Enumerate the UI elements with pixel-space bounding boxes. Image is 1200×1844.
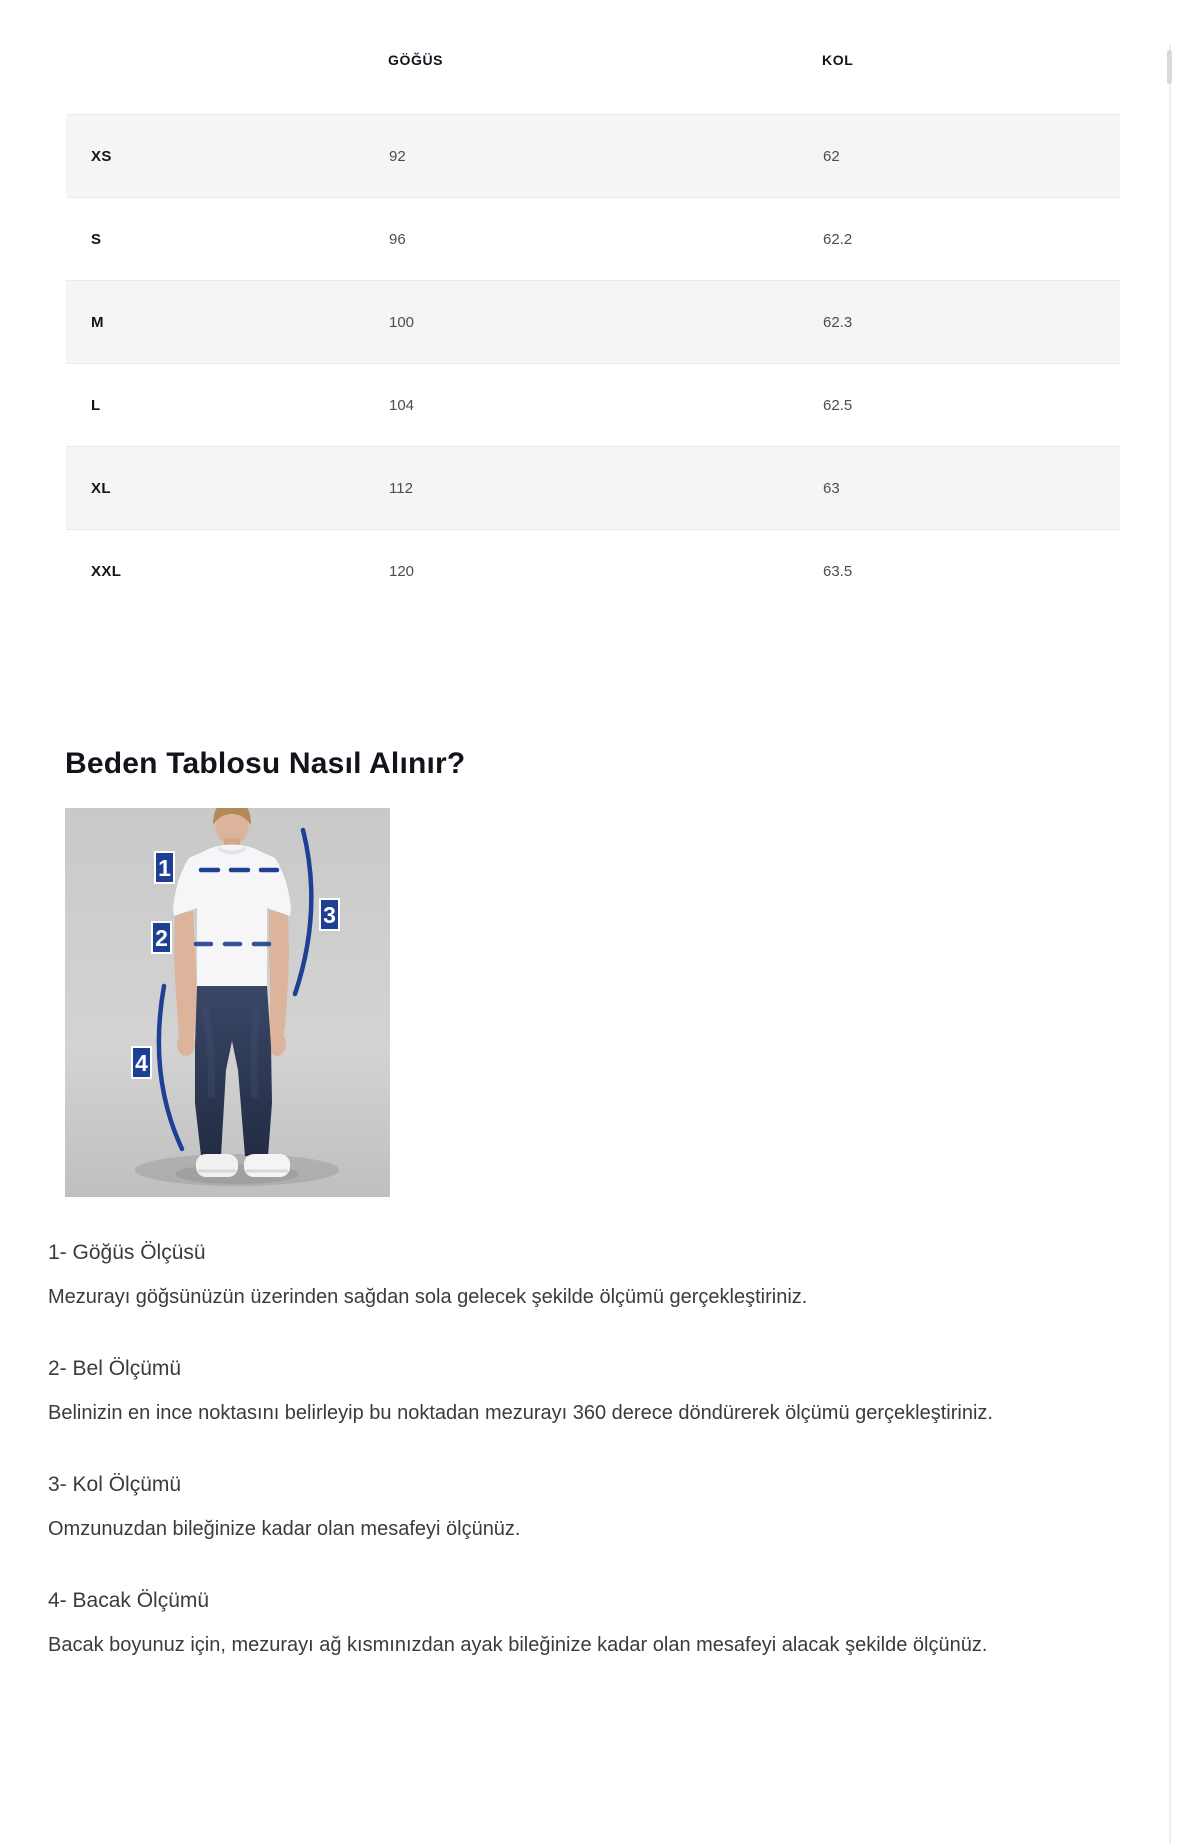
size-label: L bbox=[91, 396, 101, 414]
section-title: 2- Bel Ölçümü bbox=[48, 1356, 182, 1380]
marker-4-label: 4 bbox=[135, 1049, 148, 1076]
scrollbar-track bbox=[1169, 44, 1171, 1844]
marker-3 bbox=[320, 899, 339, 930]
chest-value: 104 bbox=[389, 396, 415, 414]
model-right-shoe bbox=[244, 1154, 290, 1177]
chest-value: 92 bbox=[389, 147, 406, 165]
column-header-arm: KOL bbox=[822, 52, 854, 68]
measure-section-arm bbox=[48, 1469, 1068, 1549]
arm-value: 62 bbox=[823, 147, 840, 165]
marker-2-label: 2 bbox=[155, 924, 168, 951]
section-body: Bacak boyunuz için, mezurayı ağ kısmınızdan ayak bileğinize kadar olan mesafeyi alacak şekilde ölçünüz. bbox=[48, 1633, 988, 1656]
size-label: M bbox=[91, 313, 104, 331]
chest-value: 120 bbox=[389, 562, 415, 580]
measure-section-leg bbox=[48, 1585, 1068, 1665]
table-row-xl bbox=[66, 447, 1120, 530]
marker-1 bbox=[155, 852, 174, 883]
marker-3-label: 3 bbox=[323, 901, 336, 928]
section-title: 1- Göğüs Ölçüsü bbox=[48, 1240, 206, 1264]
chest-value: 96 bbox=[389, 230, 406, 248]
arm-value: 62.3 bbox=[823, 313, 853, 331]
table-row-m bbox=[66, 281, 1120, 364]
table-header-row bbox=[66, 44, 1120, 115]
model-illustration bbox=[65, 808, 390, 1197]
size-label: S bbox=[91, 230, 102, 248]
table-row-xxl bbox=[66, 530, 1120, 613]
measure-section-chest bbox=[48, 1237, 1068, 1317]
marker-1-label: 1 bbox=[158, 854, 171, 881]
measurement-figure-image bbox=[65, 808, 390, 1197]
size-chart-table bbox=[66, 44, 1120, 613]
arm-value: 62.5 bbox=[823, 396, 853, 414]
measurement-instructions bbox=[48, 1237, 1068, 1665]
marker-2 bbox=[152, 922, 171, 953]
section-title: 3- Kol Ölçümü bbox=[48, 1472, 182, 1496]
model-left-shoe bbox=[196, 1154, 238, 1177]
chest-value: 100 bbox=[389, 313, 415, 331]
size-label: XXL bbox=[91, 562, 122, 580]
table-row-s bbox=[66, 198, 1120, 281]
column-header-size bbox=[66, 44, 388, 115]
guide-heading: Beden Tablosu Nasıl Alınır? bbox=[65, 746, 466, 780]
marker-4 bbox=[132, 1047, 151, 1078]
scrollbar-thumb[interactable] bbox=[1167, 50, 1172, 84]
column-header-chest: GÖĞÜS bbox=[388, 52, 444, 68]
size-label: XS bbox=[91, 147, 112, 165]
arm-value: 62.2 bbox=[823, 230, 853, 248]
measure-section-waist bbox=[48, 1353, 1068, 1433]
section-body: Omzunuzdan bileğinize kadar olan mesafeyi ölçünüz. bbox=[48, 1517, 521, 1540]
section-title: 4- Bacak Ölçümü bbox=[48, 1588, 210, 1612]
arm-value: 63.5 bbox=[823, 562, 853, 580]
size-guide-page bbox=[0, 44, 1200, 1665]
table-row-xs bbox=[66, 115, 1120, 198]
size-label: XL bbox=[91, 479, 111, 497]
section-body: Mezurayı göğsünüzün üzerinden sağdan sola gelecek şekilde ölçümü gerçekleştiriniz. bbox=[48, 1285, 808, 1308]
jeans-fade-right bbox=[254, 1008, 257, 1098]
chest-value: 112 bbox=[389, 479, 413, 497]
table-row-l bbox=[66, 364, 1120, 447]
section-body: Belinizin en ince noktasını belirleyip bu noktadan mezurayı 360 derece döndürerek ölçümü gerçekleştiriniz. bbox=[48, 1401, 993, 1424]
model-left-hand bbox=[177, 1032, 195, 1056]
arm-value: 63 bbox=[823, 479, 840, 497]
